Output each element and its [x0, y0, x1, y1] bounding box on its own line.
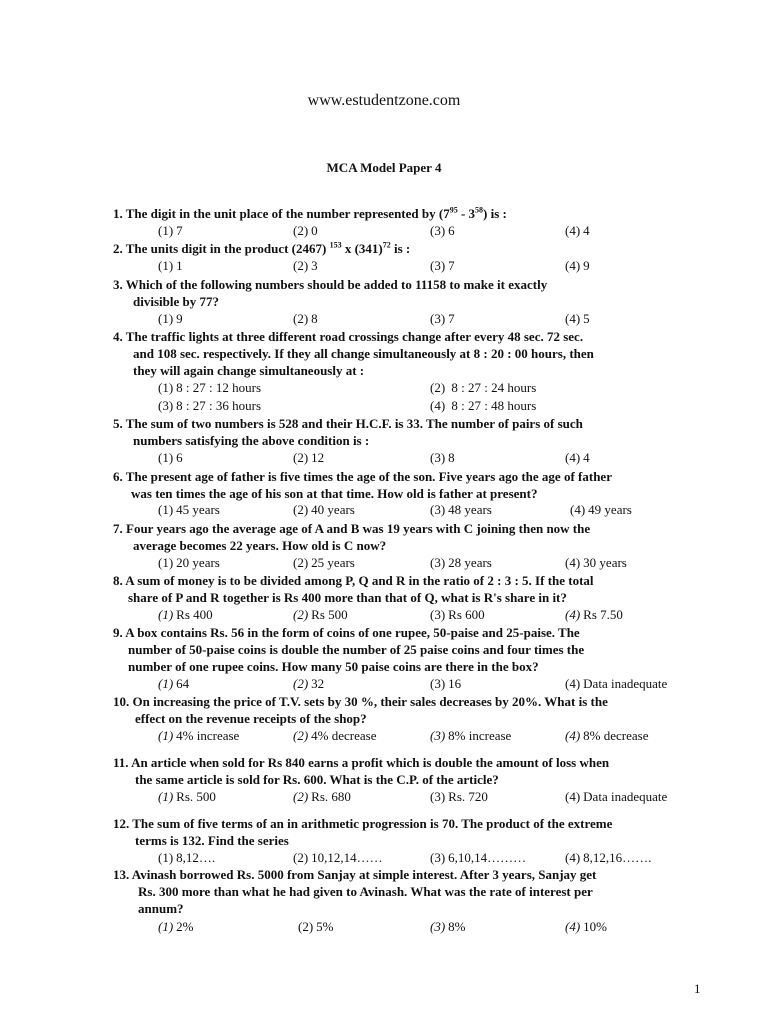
option: (4) 9: [565, 258, 590, 273]
option: (1) 45 years: [158, 502, 220, 517]
option: (4) 8,12,16…….: [565, 850, 652, 865]
option: (4) Data inadequate: [565, 789, 668, 804]
option: (3) 28 years: [430, 555, 492, 570]
options-q3: [0, 311, 768, 328]
option: (1) 1: [158, 258, 183, 273]
option: (1) 64: [158, 676, 190, 691]
options-q1: [0, 223, 768, 240]
option: (2) 3: [293, 258, 318, 273]
option: (4) 8% decrease: [565, 728, 649, 743]
question-2: 2. The units digit in the product (2467) $^{153}$ x $(341)^{72}$ is :: [113, 240, 411, 256]
option: (3) 8%: [430, 919, 466, 934]
options-q7: [0, 555, 768, 572]
options-q12: [0, 850, 768, 867]
option: (4) 30 years: [565, 555, 627, 570]
option: (1) 2%: [158, 919, 194, 934]
option: (4) 5: [565, 311, 590, 326]
option: (1) Rs 400: [158, 607, 213, 622]
option: (3) Rs. 720: [430, 789, 488, 804]
option: (3) Rs 600: [430, 607, 485, 622]
page-number: 1: [694, 981, 701, 996]
option: (3) 16: [430, 676, 462, 691]
option: (3) 6: [430, 223, 455, 238]
option: (2) Rs. 680: [293, 789, 351, 804]
option: (2) 8 : 27 : 24 hours: [430, 380, 537, 395]
option: (2) 5%: [298, 919, 334, 934]
options-q6: [0, 502, 768, 519]
option: (1) 8 : 27 : 12 hours: [158, 380, 262, 395]
option: (3) 7: [430, 258, 455, 273]
option: (4) 4: [565, 223, 590, 238]
options-q9: [0, 676, 768, 693]
options-q10: [0, 728, 768, 745]
options-q8: [0, 607, 768, 624]
option: (4) 4: [565, 450, 590, 465]
option: (1) 6: [158, 450, 183, 465]
option: (2) 10,12,14……: [293, 850, 383, 865]
page-title: MCA Model Paper 4: [326, 160, 442, 175]
question-8: 8. A sum of money is to be divided among P, Q and R in the ratio of 2 : 3 : 5. If the total share of P and R together is Rs 400 more than that of Q, what is R's share in it?: [113, 573, 594, 605]
option: (4) 8 : 27 : 48 hours: [430, 398, 537, 413]
option: (2) Rs 500: [293, 607, 348, 622]
question-4: 4. The traffic lights at three different road crossings change after every 48 sec. 72 sec. and 108 sec. respectively. If they all change simultaneously at 8 : 20 : 00 hours, then they will again change simultaneously at :: [113, 329, 594, 378]
question-10: 10. On increasing the price of T.V. sets by 30 %, their sales decreases by 20%. What is the effect on the revenue receipts of the shop?: [113, 694, 608, 726]
option: (4) 49 years: [570, 502, 632, 517]
option: (4) Data inadequate: [565, 676, 668, 691]
options-q13: [0, 919, 768, 936]
option: (3) 6,10,14………: [430, 850, 527, 865]
question-11: 11. An article when sold for Rs 840 earns a profit which is double the amount of loss when the same article is sold for Rs. 600. What is the C.P. of the article?: [113, 755, 610, 787]
options-q11: [0, 789, 768, 806]
question-12: 12. The sum of five terms of an in arithmetic progression is 70. The product of the extreme terms is 132. Find the series: [113, 816, 613, 848]
option: (3) 48 years: [430, 502, 492, 517]
question-9: 9. A box contains Rs. 56 in the form of coins of one rupee, 50-paise and 25-paise. The number of 50-paise coins is double the number of 25 paise coins and four times the number of one rupee coins. How many 50 paise coins are there in the box?: [113, 625, 585, 674]
options-q2: [0, 258, 768, 275]
option: (2) 8: [293, 311, 318, 326]
options-q4-row2: [0, 398, 768, 415]
option: (1) 4% increase: [158, 728, 240, 743]
option: (3) 8: [430, 450, 455, 465]
option: (3) 7: [430, 311, 455, 326]
question-6: 6. The present age of father is five times the age of the son. Five years ago the age of father was ten times the age of his son at that time. How old is father at present?: [113, 469, 612, 501]
option: (4) Rs 7.50: [565, 607, 623, 622]
option: (2) 25 years: [293, 555, 355, 570]
question-13: 13. Avinash borrowed Rs. 5000 from Sanjay at simple interest. After 3 years, Sanjay get Rs. 300 more than what he had given to Avinash. What was the rate of interest per annum?: [113, 867, 597, 916]
option: (2) 0: [293, 223, 318, 238]
option: (1) 7: [158, 223, 183, 238]
option: (2) 40 years: [293, 502, 355, 517]
option: (1) 9: [158, 311, 183, 326]
option: (1) Rs. 500: [158, 789, 216, 804]
option: (1) 20 years: [158, 555, 220, 570]
option: (2) 4% decrease: [293, 728, 377, 743]
option: (3) 8 : 27 : 36 hours: [158, 398, 262, 413]
option: (4) 10%: [565, 919, 608, 934]
option: (1) 8,12….: [158, 850, 216, 865]
option: (3) 8% increase: [430, 728, 512, 743]
question-7: 7. Four years ago the average age of A and B was 19 years with C joining then now the average becomes 22 years. How old is C now?: [113, 521, 591, 553]
site-url: www.estudentzone.com: [307, 92, 461, 109]
options-q5: [0, 450, 768, 467]
question-1: 1. The digit in the unit place of the number represented by $(7^{95} - 3^{58})$ is :: [113, 205, 507, 221]
question-5: 5. The sum of two numbers is 528 and their H.C.F. is 33. The number of pairs of such numbers satisfying the above condition is :: [113, 416, 583, 448]
options-q4-row1: [0, 380, 768, 397]
question-3: 3. Which of the following numbers should be added to 11158 to make it exactly divisible by 77?: [113, 277, 548, 309]
option: (2) 12: [293, 450, 325, 465]
option: (2) 32: [293, 676, 325, 691]
